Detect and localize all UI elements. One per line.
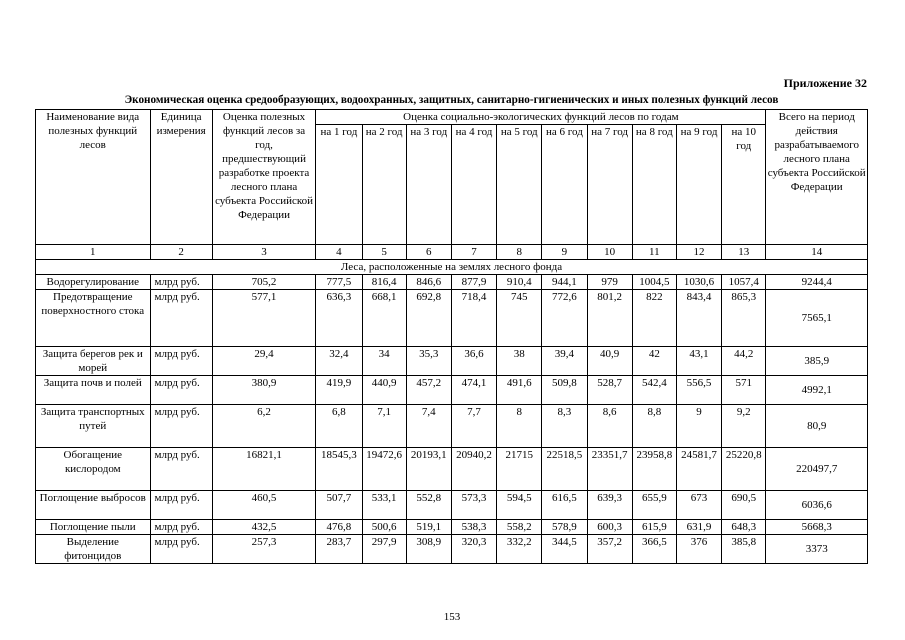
row-prev-value: 16821,1 [212, 448, 315, 491]
row-total: 3373 [766, 535, 868, 564]
row-year-value: 40,9 [587, 347, 632, 376]
row-year-value: 538,3 [451, 520, 496, 535]
row-year-value: 573,3 [451, 491, 496, 520]
row-year-value: 1004,5 [632, 275, 676, 290]
row-name: Защита транспортных путей [36, 405, 151, 448]
row-year-value: 35,3 [406, 347, 451, 376]
row-year-value: 8,3 [542, 405, 587, 448]
row-unit: млрд руб. [150, 290, 212, 347]
row-prev-value: 432,5 [212, 520, 315, 535]
row-year-value: 877,9 [451, 275, 496, 290]
row-total: 385,9 [766, 347, 868, 376]
row-year-value: 25220,8 [722, 448, 766, 491]
row-name: Выделение фитонцидов [36, 535, 151, 564]
row-name: Защита берегов рек и морей [36, 347, 151, 376]
row-year-value: 24581,7 [676, 448, 721, 491]
row-year-value: 21715 [497, 448, 542, 491]
row-name: Защита почв и полей [36, 376, 151, 405]
row-year-value: 44,2 [722, 347, 766, 376]
row-year-value: 615,9 [632, 520, 676, 535]
table-row [36, 376, 868, 405]
section-heading: Леса, расположенные на землях лесного фонда [36, 260, 868, 275]
header-year-2: на 2 год [362, 125, 406, 245]
header-total: Всего на период действия разрабатываемого лесного плана субъекта Российской Федерации [766, 110, 868, 245]
row-year-value: 816,4 [362, 275, 406, 290]
row-year-value: 7,4 [406, 405, 451, 448]
row-year-value: 600,3 [587, 520, 632, 535]
row-year-value: 491,6 [497, 376, 542, 405]
row-year-value: 9,2 [722, 405, 766, 448]
row-year-value: 668,1 [362, 290, 406, 347]
row-year-value: 39,4 [542, 347, 587, 376]
row-year-value: 578,9 [542, 520, 587, 535]
row-year-value: 22518,5 [542, 448, 587, 491]
header-year-5: на 5 год [497, 125, 542, 245]
row-year-value: 636,3 [316, 290, 362, 347]
row-year-value: 571 [722, 376, 766, 405]
row-year-value: 385,8 [722, 535, 766, 564]
row-year-value: 457,2 [406, 376, 451, 405]
header-name: Наименование вида полезных функций лесов [36, 110, 151, 245]
header-year-8: на 8 год [632, 125, 676, 245]
row-year-value: 846,6 [406, 275, 451, 290]
row-year-value: 673 [676, 491, 721, 520]
row-name: Предотвращение поверхностного стока [36, 290, 151, 347]
column-number: 7 [451, 245, 496, 260]
row-year-value: 332,2 [497, 535, 542, 564]
header-year-4: на 4 год [451, 125, 496, 245]
column-number: 3 [212, 245, 315, 260]
row-year-value: 36,6 [451, 347, 496, 376]
row-year-value: 616,5 [542, 491, 587, 520]
row-year-value: 533,1 [362, 491, 406, 520]
row-year-value: 8,8 [632, 405, 676, 448]
row-name: Водорегулирование [36, 275, 151, 290]
row-name: Обогащение кислородом [36, 448, 151, 491]
row-year-value: 801,2 [587, 290, 632, 347]
row-year-value: 558,2 [497, 520, 542, 535]
column-number: 5 [362, 245, 406, 260]
column-number: 11 [632, 245, 676, 260]
row-unit: млрд руб. [150, 376, 212, 405]
row-total: 7565,1 [766, 290, 868, 347]
row-year-value: 8,6 [587, 405, 632, 448]
column-number: 8 [497, 245, 542, 260]
header-year-1: на 1 год [316, 125, 362, 245]
appendix-label: Приложение 32 [783, 76, 867, 90]
header-years-group: Оценка социально-экологических функций лесов по годам [316, 110, 766, 125]
row-year-value: 639,3 [587, 491, 632, 520]
row-name: Поглощение выбросов [36, 491, 151, 520]
row-year-value: 690,5 [722, 491, 766, 520]
header-year-6: на 6 год [542, 125, 587, 245]
row-year-value: 9 [676, 405, 721, 448]
row-year-value: 648,3 [722, 520, 766, 535]
row-year-value: 944,1 [542, 275, 587, 290]
row-year-value: 910,4 [497, 275, 542, 290]
header-year-10: на 10 год [722, 125, 766, 245]
row-year-value: 474,1 [451, 376, 496, 405]
row-year-value: 23958,8 [632, 448, 676, 491]
header-year-7: на 7 год [587, 125, 632, 245]
row-prev-value: 705,2 [212, 275, 315, 290]
column-number: 12 [676, 245, 721, 260]
row-year-value: 440,9 [362, 376, 406, 405]
row-prev-value: 577,1 [212, 290, 315, 347]
row-unit: млрд руб. [150, 405, 212, 448]
row-year-value: 519,1 [406, 520, 451, 535]
row-year-value: 542,4 [632, 376, 676, 405]
row-year-value: 23351,7 [587, 448, 632, 491]
row-year-value: 718,4 [451, 290, 496, 347]
row-year-value: 507,7 [316, 491, 362, 520]
row-year-value: 20940,2 [451, 448, 496, 491]
row-year-value: 552,8 [406, 491, 451, 520]
row-year-value: 34 [362, 347, 406, 376]
column-number: 1 [36, 245, 151, 260]
table-row [36, 491, 868, 520]
row-unit: млрд руб. [150, 535, 212, 564]
row-year-value: 979 [587, 275, 632, 290]
header-year-3: на 3 год [406, 125, 451, 245]
row-unit: млрд руб. [150, 520, 212, 535]
row-year-value: 865,3 [722, 290, 766, 347]
row-year-value: 528,7 [587, 376, 632, 405]
column-number: 13 [722, 245, 766, 260]
row-total: 5668,3 [766, 520, 868, 535]
row-year-value: 18545,3 [316, 448, 362, 491]
row-year-value: 7,1 [362, 405, 406, 448]
row-year-value: 20193,1 [406, 448, 451, 491]
row-prev-value: 6,2 [212, 405, 315, 448]
row-prev-value: 29,4 [212, 347, 315, 376]
column-number: 6 [406, 245, 451, 260]
row-unit: млрд руб. [150, 491, 212, 520]
row-year-value: 745 [497, 290, 542, 347]
row-year-value: 357,2 [587, 535, 632, 564]
row-year-value: 1057,4 [722, 275, 766, 290]
table-row [36, 520, 868, 535]
row-total: 9244,4 [766, 275, 868, 290]
row-year-value: 297,9 [362, 535, 406, 564]
row-year-value: 376 [676, 535, 721, 564]
row-total: 220497,7 [766, 448, 868, 491]
row-year-value: 38 [497, 347, 542, 376]
row-year-value: 631,9 [676, 520, 721, 535]
row-year-value: 19472,6 [362, 448, 406, 491]
row-unit: млрд руб. [150, 448, 212, 491]
header-prev-estimate: Оценка полезных функций лесов за год, предшествующий разработке проекта лесного плана субъекта Российской Федерации [212, 110, 315, 245]
column-number: 10 [587, 245, 632, 260]
column-number: 14 [766, 245, 868, 260]
column-number: 4 [316, 245, 362, 260]
column-number: 2 [150, 245, 212, 260]
table-row [36, 290, 868, 347]
row-name: Поглощение пыли [36, 520, 151, 535]
row-year-value: 500,6 [362, 520, 406, 535]
table-row [36, 448, 868, 491]
row-year-value: 308,9 [406, 535, 451, 564]
table-row [36, 347, 868, 376]
row-unit: млрд руб. [150, 347, 212, 376]
row-year-value: 556,5 [676, 376, 721, 405]
row-year-value: 772,6 [542, 290, 587, 347]
row-year-value: 32,4 [316, 347, 362, 376]
table-row [36, 275, 868, 290]
forest-functions-table [35, 109, 868, 564]
row-total: 6036,6 [766, 491, 868, 520]
row-year-value: 43,1 [676, 347, 721, 376]
row-prev-value: 380,9 [212, 376, 315, 405]
row-year-value: 594,5 [497, 491, 542, 520]
row-year-value: 843,4 [676, 290, 721, 347]
row-year-value: 476,8 [316, 520, 362, 535]
row-prev-value: 257,3 [212, 535, 315, 564]
row-total: 80,9 [766, 405, 868, 448]
row-total: 4992,1 [766, 376, 868, 405]
row-year-value: 42 [632, 347, 676, 376]
row-year-value: 283,7 [316, 535, 362, 564]
row-year-value: 8 [497, 405, 542, 448]
page-number: 153 [443, 611, 461, 623]
row-unit: млрд руб. [150, 275, 212, 290]
row-year-value: 655,9 [632, 491, 676, 520]
row-year-value: 6,8 [316, 405, 362, 448]
column-number: 9 [542, 245, 587, 260]
row-year-value: 777,5 [316, 275, 362, 290]
row-year-value: 320,3 [451, 535, 496, 564]
table-row [36, 405, 868, 448]
row-year-value: 822 [632, 290, 676, 347]
row-year-value: 419,9 [316, 376, 362, 405]
row-year-value: 509,8 [542, 376, 587, 405]
header-year-9: на 9 год [676, 125, 721, 245]
document-title: Экономическая оценка средообразующих, водоохранных, защитных, санитарно-гигиенических и иных полезных функций лесов [124, 94, 779, 106]
row-year-value: 344,5 [542, 535, 587, 564]
row-year-value: 692,8 [406, 290, 451, 347]
header-unit: Единица измерения [150, 110, 212, 245]
row-year-value: 366,5 [632, 535, 676, 564]
row-year-value: 1030,6 [676, 275, 721, 290]
row-prev-value: 460,5 [212, 491, 315, 520]
row-year-value: 7,7 [451, 405, 496, 448]
table-row [36, 535, 868, 564]
